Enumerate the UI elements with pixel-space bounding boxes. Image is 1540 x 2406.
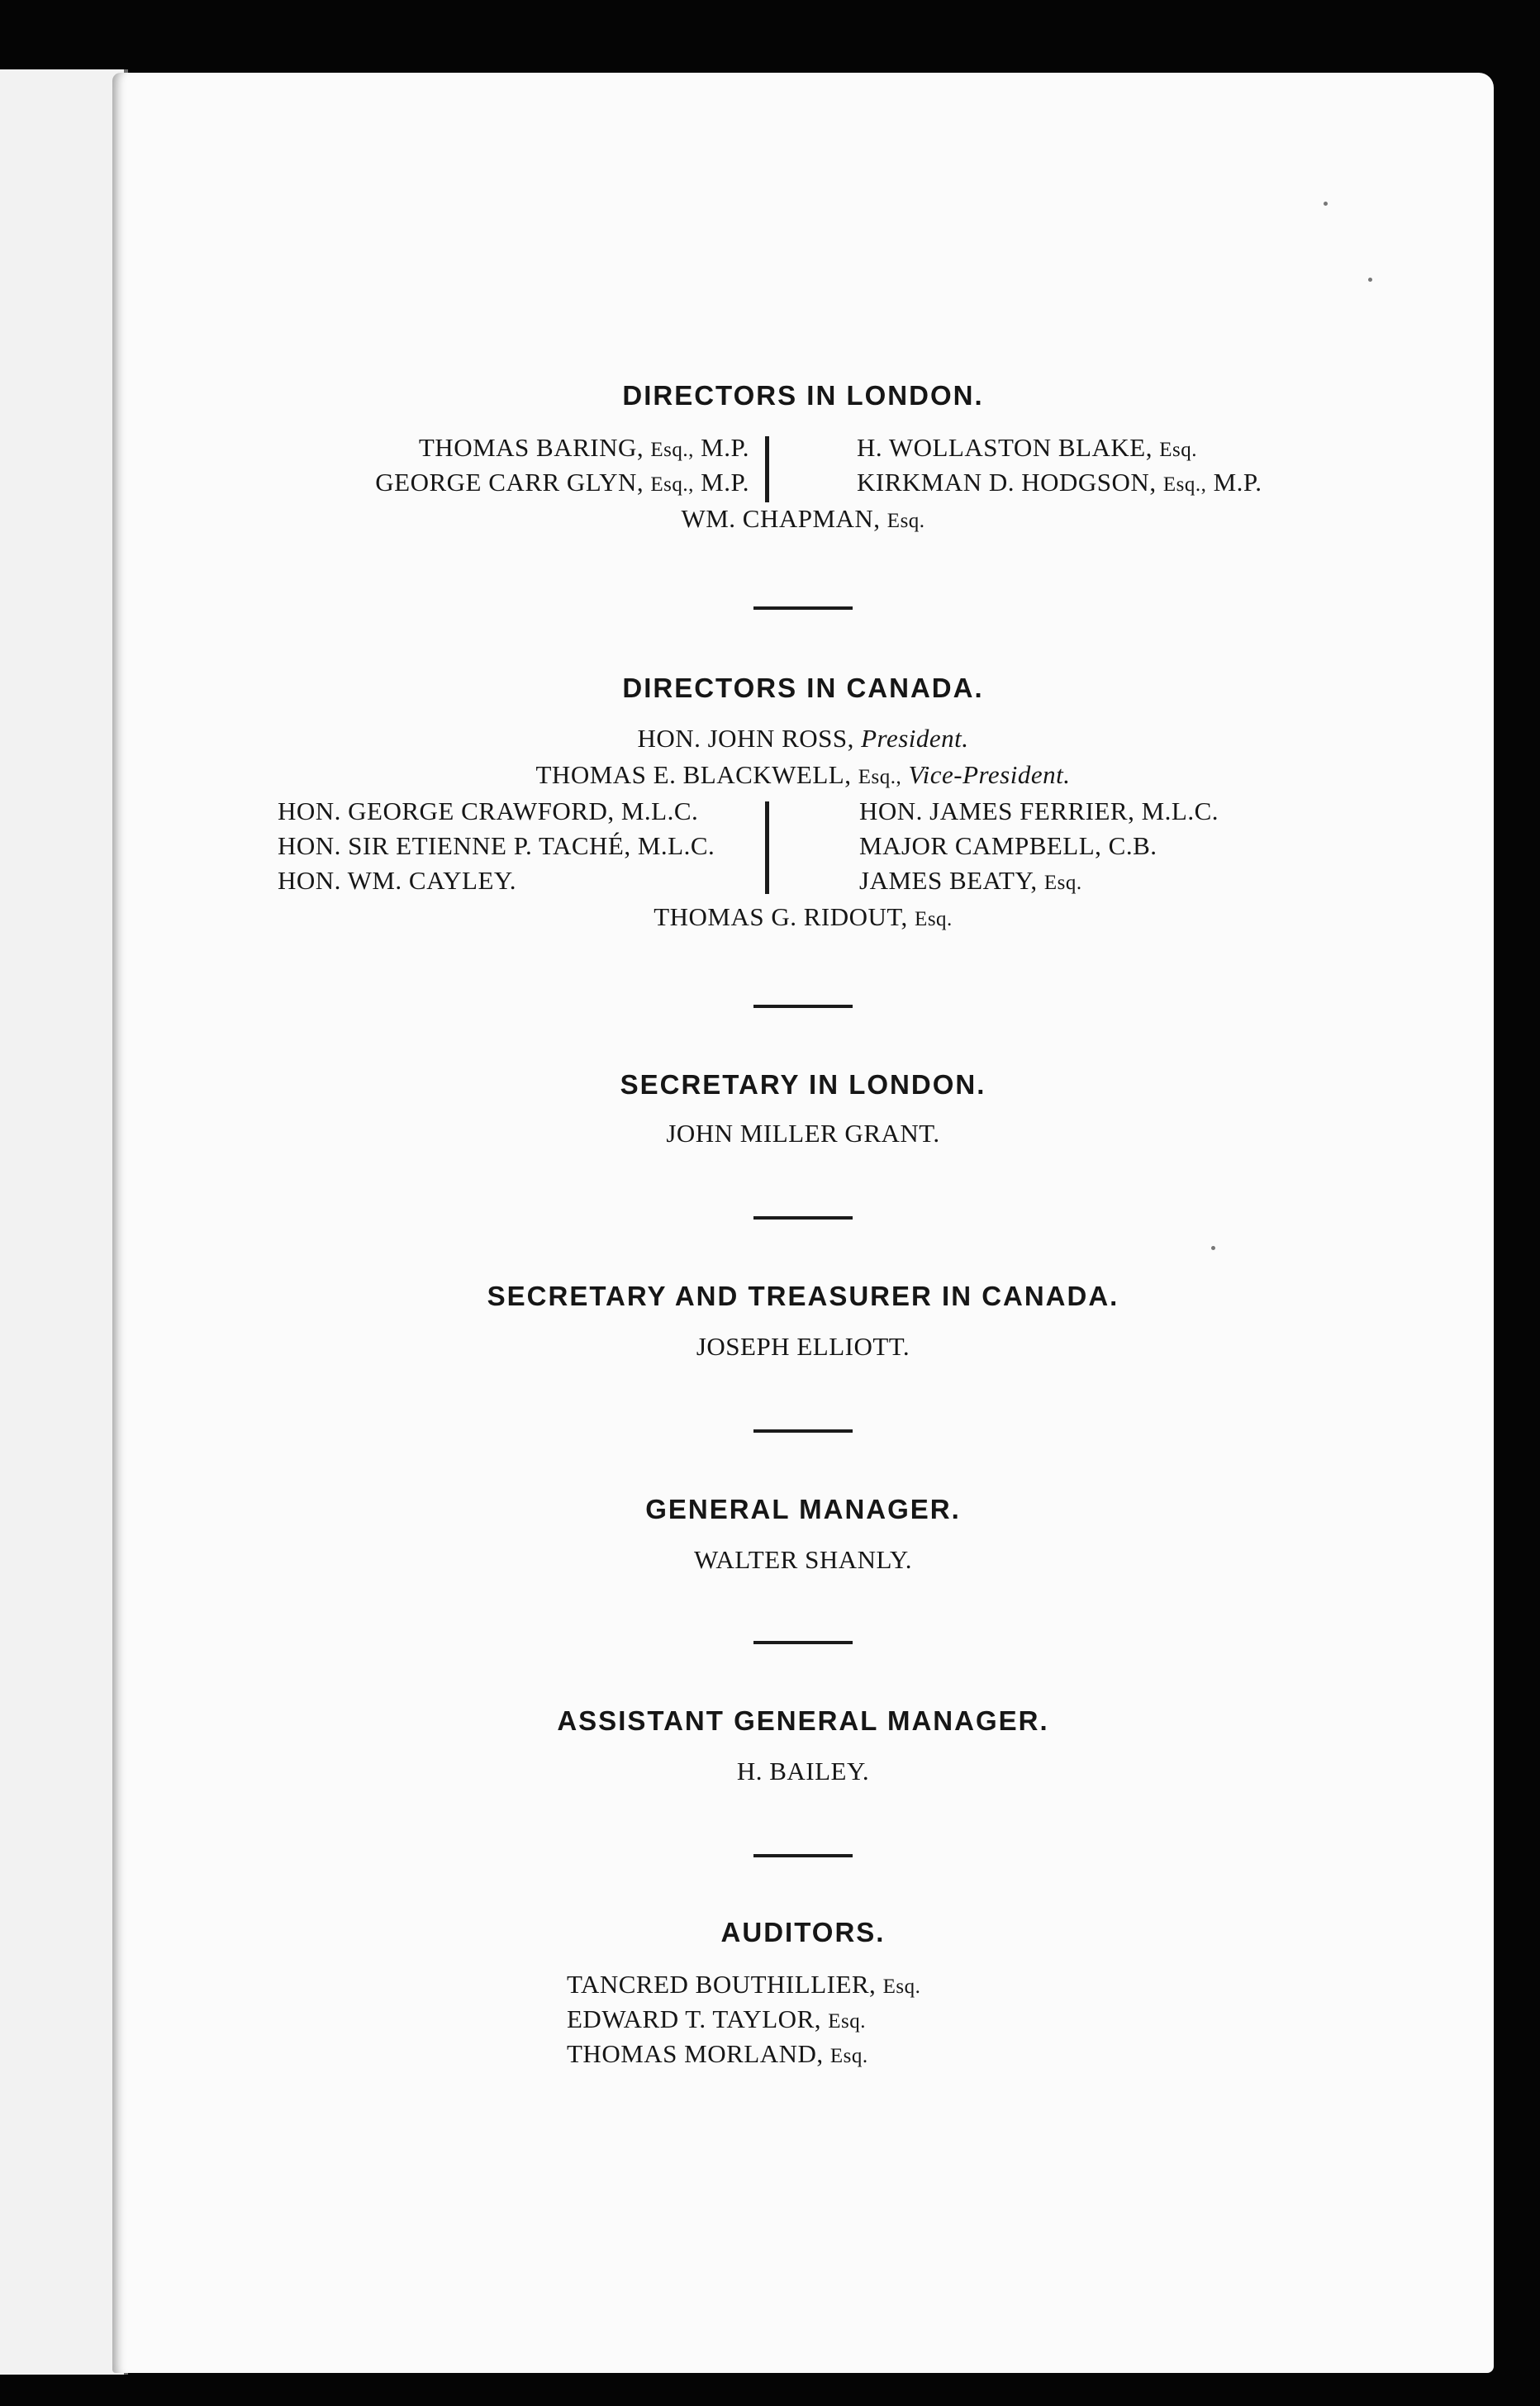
london-director-right-1: H. WOLLASTON BLAKE, Esq. xyxy=(857,433,1197,462)
heading-directors-london: DIRECTORS IN LONDON. xyxy=(622,380,984,411)
canada-president: HON. JOHN ROSS, President. xyxy=(637,724,969,753)
auditor-3: THOMAS MORLAND, Esq. xyxy=(567,2039,868,2068)
heading-secretary-treasurer-canada: SECRETARY AND TREASURER IN CANADA. xyxy=(487,1281,1119,1311)
canada-director-left-2: HON. SIR ETIENNE P. TACHÉ, M.L.C. xyxy=(278,831,715,860)
london-column-divider xyxy=(765,436,769,502)
canada-director-right-2: MAJOR CAMPBELL, C.B. xyxy=(859,831,1157,860)
heading-assistant-general-manager: ASSISTANT GENERAL MANAGER. xyxy=(557,1705,1049,1736)
canada-director-left-1: HON. GEORGE CRAWFORD, M.L.C. xyxy=(278,796,699,825)
general-manager-name: WALTER SHANLY. xyxy=(694,1545,912,1574)
page-content xyxy=(112,73,1494,2373)
canada-column-divider xyxy=(765,801,769,894)
secretary-treasurer-canada-name: JOSEPH ELLIOTT. xyxy=(696,1332,910,1361)
london-director-left-1: THOMAS BARING, Esq., M.P. xyxy=(418,433,749,462)
heading-auditors: AUDITORS. xyxy=(720,1917,886,1947)
section-rule xyxy=(753,1216,853,1220)
canada-director-right-1: HON. JAMES FERRIER, M.L.C. xyxy=(859,796,1219,825)
canada-director-footer: THOMAS G. RIDOUT, Esq. xyxy=(654,902,953,931)
paper-speck xyxy=(1368,278,1372,282)
assistant-general-manager-name: H. BAILEY. xyxy=(736,1757,870,1785)
section-rule xyxy=(753,1641,853,1644)
section-rule xyxy=(753,1005,853,1008)
heading-secretary-london: SECRETARY IN LONDON. xyxy=(620,1069,986,1100)
heading-general-manager: GENERAL MANAGER. xyxy=(645,1494,961,1524)
london-director-footer: WM. CHAPMAN, Esq. xyxy=(681,504,925,533)
auditor-1: TANCRED BOUTHILLIER, Esq. xyxy=(567,1970,921,1999)
paper-speck xyxy=(1211,1246,1215,1250)
section-rule xyxy=(753,1854,853,1857)
canada-director-right-3: JAMES BEATY, Esq. xyxy=(859,866,1082,895)
canada-director-left-3: HON. WM. CAYLEY. xyxy=(278,866,517,895)
auditor-2: EDWARD T. TAYLOR, Esq. xyxy=(567,2004,866,2033)
document-page xyxy=(112,73,1494,2373)
london-director-right-2: KIRKMAN D. HODGSON, Esq., M.P. xyxy=(857,468,1262,497)
left-page-edge xyxy=(0,69,128,2375)
london-director-left-2: GEORGE CARR GLYN, Esq., M.P. xyxy=(375,468,749,497)
paper-speck xyxy=(1324,202,1328,206)
canada-vice-president: THOMAS E. BLACKWELL, Esq., Vice-President. xyxy=(535,760,1071,789)
heading-directors-canada: DIRECTORS IN CANADA. xyxy=(622,673,984,703)
section-rule xyxy=(753,1429,853,1433)
section-rule xyxy=(753,606,853,610)
secretary-london-name: JOHN MILLER GRANT. xyxy=(666,1119,940,1148)
